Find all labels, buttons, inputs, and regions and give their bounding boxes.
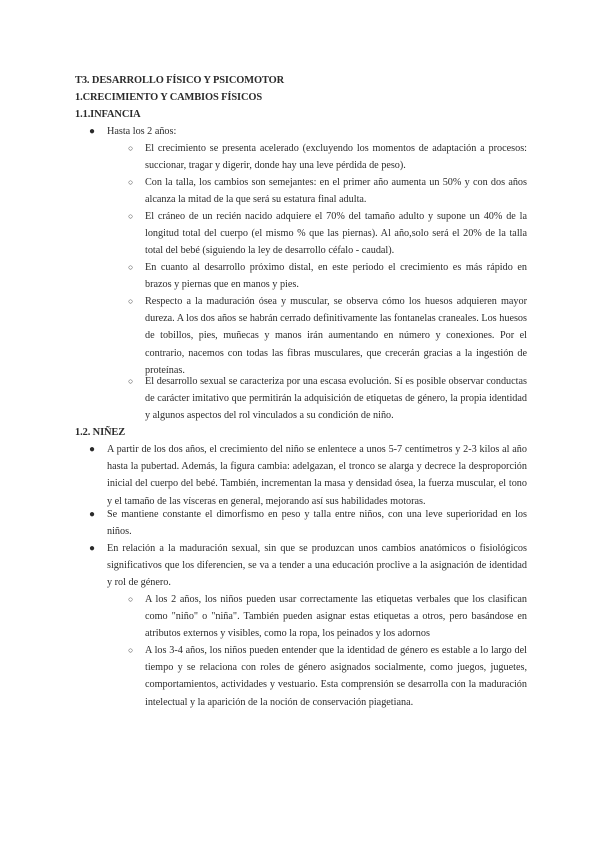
bullet-icon: ● bbox=[89, 543, 96, 554]
sub-item-text: Con la talla, los cambios son semejantes: en el primer año aumenta un 50% y con dos años alcanza la mitad de la que será su estatura final adulta. bbox=[145, 177, 527, 206]
bullet-text: Hasta los 2 años: bbox=[107, 126, 177, 137]
sub-item-text: El cráneo de un recién nacido adquiere el 70% del tamaño adulto y supone un 40% de la longitud total del cuerpo (el mismo % que las piernas). Al año,solo será el 20% de la talla total del bebé (siguiendo la ley de desarrollo céfalo - caudal). bbox=[145, 211, 527, 257]
sub-item-text: A los 3-4 años, los niños pueden entender que la identidad de género es estable a lo largo del tiempo y se relaciona con roles de género asignados socialmente, como juegos, juguetes, comportamientos, actividades y vestuario. Esta comprensión se desarrolla con la maduración intelectual y la aparición de la noción de conservación piagetiana. bbox=[145, 645, 527, 708]
document-title: T3. DESARROLLO FÍSICO Y PSICOMOTOR bbox=[75, 75, 284, 86]
bullet-text: En relación a la maduración sexual, sin que se produzcan unos cambios anatómicos o fisiológicos significativos que los diferencien, se va a tender a una educación proclive a la asignación de identidad y rol de género. bbox=[107, 543, 527, 589]
circle-bullet-icon: ○ bbox=[128, 645, 134, 655]
circle-bullet-icon: ○ bbox=[128, 376, 134, 386]
bullet-item bbox=[89, 123, 527, 140]
circle-bullet-icon: ○ bbox=[128, 177, 134, 187]
bullet-text: A partir de los dos años, el crecimiento del niño se enlentece a unos 5-7 centímetros y 2-3 kilos al año hasta la pubertad. Además, la figura cambia: adelgazan, el tronco se alarga y decrece la desproporción inicial del cuerpo del bebé. También, incrementan la masa y densidad ósea, la fuerza muscular, el tono y el tamaño de las vísceras en general, mejorando así sus habilidades motoras. bbox=[107, 444, 527, 507]
circle-bullet-icon: ○ bbox=[128, 262, 134, 272]
sub-item bbox=[128, 259, 527, 293]
sub-item-text: Respecto a la maduración ósea y muscular, se observa cómo los huesos adquieren mayor dureza. A los dos años se habrán cerrado definitivamente las fontanelas craneales. Los huesos de tobillos, pies, muñecas y manos irán aumentando en número y conexiones. Por el contrario, nacemos con todas las fibras musculares, que crecerán gracias a la ingestión de proteínas. bbox=[145, 296, 527, 376]
bullet-text: Se mantiene constante el dimorfismo en peso y talla entre niños, con una leve superioridad en los niños. bbox=[107, 509, 527, 538]
sub-item-text: El crecimiento se presenta acelerado (excluyendo los momentos de adaptación a procesos: succionar, tragar y digerir, donde hay una leve pérdida de peso). bbox=[145, 143, 527, 172]
sub-item bbox=[128, 373, 527, 425]
sub-item-text: En cuanto al desarrollo próximo distal, en este periodo el crecimiento es más rápido en brazos y piernas que en manos y pies. bbox=[145, 262, 527, 291]
sub-item-text: El desarrollo sexual se caracteriza por una escasa evolución. Sí es posible observar conductas de carácter imitativo que permitirán la adquisición de etiquetas de género, la propia identidad y algunos aspectos del rol vinculados a su condición de niño. bbox=[145, 376, 527, 422]
sub-item bbox=[128, 174, 527, 208]
circle-bullet-icon: ○ bbox=[128, 211, 134, 221]
sub-item bbox=[128, 208, 527, 260]
sub-item bbox=[128, 591, 527, 643]
sub-item bbox=[128, 293, 527, 379]
bullet-item bbox=[89, 506, 527, 540]
circle-bullet-icon: ○ bbox=[128, 296, 134, 306]
bullet-item bbox=[89, 540, 527, 592]
bullet-item bbox=[89, 441, 527, 510]
sub-item-text: A los 2 años, los niños pueden usar correctamente las etiquetas verbales que los clasifican como "niño" o "niña". También pueden asignar estas etiquetas a otros, pero basándose en atributos externos y visibles, como la ropa, los peinados y los adornos bbox=[145, 594, 527, 640]
section-heading-crecimiento: 1.CRECIMIENTO Y CAMBIOS FÍSICOS bbox=[75, 92, 263, 103]
bullet-icon: ● bbox=[89, 509, 96, 520]
sub-item bbox=[128, 642, 527, 711]
bullet-icon: ● bbox=[89, 126, 96, 137]
bullet-icon: ● bbox=[89, 444, 96, 455]
subsection-heading-ninez: 1.2. NIÑEZ bbox=[75, 427, 126, 438]
subsection-heading-infancia: 1.1.INFANCIA bbox=[75, 109, 141, 120]
circle-bullet-icon: ○ bbox=[128, 143, 134, 153]
circle-bullet-icon: ○ bbox=[128, 594, 134, 604]
sub-item bbox=[128, 140, 527, 174]
